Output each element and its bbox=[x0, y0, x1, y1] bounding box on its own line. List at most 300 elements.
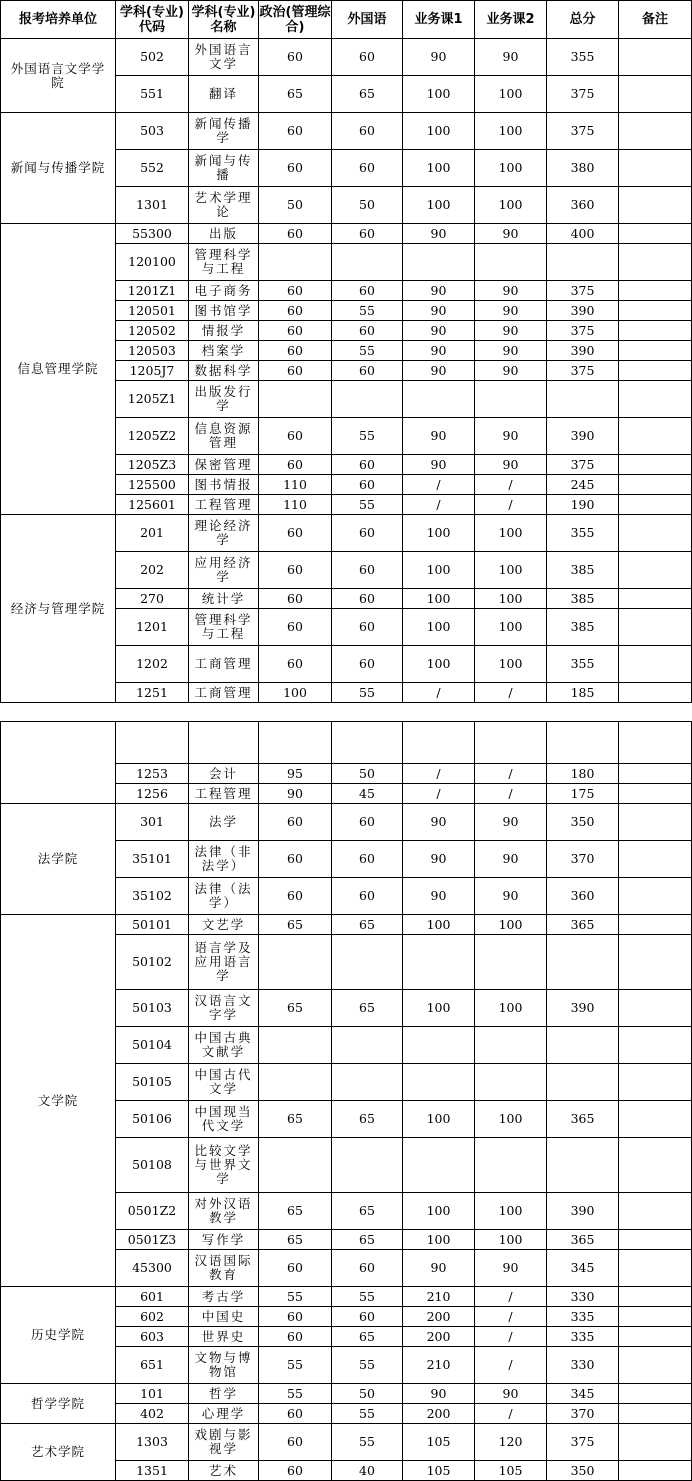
code-cell: 1202 bbox=[116, 646, 189, 683]
politics-cell: 55 bbox=[259, 1287, 332, 1307]
politics-cell: 65 bbox=[259, 990, 332, 1027]
code-cell: 201 bbox=[116, 515, 189, 552]
politics-cell: 60 bbox=[259, 281, 332, 301]
code-cell: 503 bbox=[116, 113, 189, 150]
note-cell bbox=[619, 1424, 692, 1461]
code-cell: 1303 bbox=[116, 1424, 189, 1461]
name-cell: 数据科学 bbox=[189, 361, 259, 381]
politics-cell: 60 bbox=[259, 589, 332, 609]
code-cell: 551 bbox=[116, 76, 189, 113]
language-cell: 40 bbox=[332, 1461, 403, 1481]
total-cell: 185 bbox=[547, 683, 619, 703]
table-row bbox=[1, 515, 692, 552]
politics-cell: 60 bbox=[259, 1327, 332, 1347]
total-cell: 390 bbox=[547, 418, 619, 455]
politics-cell: 60 bbox=[259, 321, 332, 341]
code-cell: 1301 bbox=[116, 187, 189, 224]
politics-cell: 60 bbox=[259, 455, 332, 475]
total-cell bbox=[547, 722, 619, 764]
name-cell: 工商管理 bbox=[189, 646, 259, 683]
code-cell: 1205Z1 bbox=[116, 381, 189, 418]
unit-cell bbox=[1, 722, 116, 804]
note-cell bbox=[619, 187, 692, 224]
name-cell: 对外汉语教学 bbox=[189, 1193, 259, 1230]
note-cell bbox=[619, 1027, 692, 1064]
course1-cell: / bbox=[403, 784, 475, 804]
note-cell bbox=[619, 878, 692, 915]
politics-cell bbox=[259, 244, 332, 281]
course1-cell: 90 bbox=[403, 361, 475, 381]
name-cell: 中国现当代文学 bbox=[189, 1101, 259, 1138]
language-cell: 55 bbox=[332, 495, 403, 515]
note-cell bbox=[619, 418, 692, 455]
language-cell: 55 bbox=[332, 683, 403, 703]
politics-cell: 65 bbox=[259, 1101, 332, 1138]
course2-cell bbox=[475, 1027, 547, 1064]
course1-cell: 100 bbox=[403, 150, 475, 187]
course1-cell: 90 bbox=[403, 39, 475, 76]
total-cell: 360 bbox=[547, 878, 619, 915]
course1-cell: 100 bbox=[403, 609, 475, 646]
course1-cell: 90 bbox=[403, 321, 475, 341]
politics-cell: 60 bbox=[259, 224, 332, 244]
name-cell: 戏剧与影视学 bbox=[189, 1424, 259, 1461]
course1-cell: 90 bbox=[403, 281, 475, 301]
politics-cell: 60 bbox=[259, 341, 332, 361]
politics-cell: 60 bbox=[259, 1404, 332, 1424]
unit-cell: 哲学学院 bbox=[1, 1384, 116, 1424]
name-cell: 电子商务 bbox=[189, 281, 259, 301]
code-cell: 602 bbox=[116, 1307, 189, 1327]
language-cell: 60 bbox=[332, 878, 403, 915]
course2-cell: 100 bbox=[475, 187, 547, 224]
code-cell: 0501Z2 bbox=[116, 1193, 189, 1230]
course1-cell: 90 bbox=[403, 878, 475, 915]
name-cell: 理论经济学 bbox=[189, 515, 259, 552]
total-cell: 390 bbox=[547, 301, 619, 321]
politics-cell: 60 bbox=[259, 609, 332, 646]
code-cell: 270 bbox=[116, 589, 189, 609]
name-cell: 出版 bbox=[189, 224, 259, 244]
code-cell: 1205Z2 bbox=[116, 418, 189, 455]
course2-cell bbox=[475, 722, 547, 764]
politics-cell bbox=[259, 1138, 332, 1193]
course2-cell: 90 bbox=[475, 301, 547, 321]
header-note: 备注 bbox=[619, 1, 692, 39]
course2-cell: 90 bbox=[475, 455, 547, 475]
course1-cell bbox=[403, 244, 475, 281]
note-cell bbox=[619, 301, 692, 321]
course2-cell bbox=[475, 244, 547, 281]
code-cell: 50103 bbox=[116, 990, 189, 1027]
note-cell bbox=[619, 915, 692, 935]
total-cell: 375 bbox=[547, 1424, 619, 1461]
spacer-cell bbox=[619, 703, 692, 722]
note-cell bbox=[619, 1327, 692, 1347]
course1-cell: 105 bbox=[403, 1424, 475, 1461]
course2-cell: 105 bbox=[475, 1461, 547, 1481]
name-cell: 世界史 bbox=[189, 1327, 259, 1347]
total-cell: 375 bbox=[547, 281, 619, 301]
language-cell: 50 bbox=[332, 764, 403, 784]
note-cell bbox=[619, 515, 692, 552]
note-cell bbox=[619, 1193, 692, 1230]
name-cell bbox=[189, 722, 259, 764]
course2-cell bbox=[475, 935, 547, 990]
total-cell: 375 bbox=[547, 455, 619, 475]
table-row bbox=[1, 804, 692, 841]
name-cell: 工程管理 bbox=[189, 784, 259, 804]
course2-cell: 100 bbox=[475, 1101, 547, 1138]
politics-cell: 65 bbox=[259, 1193, 332, 1230]
name-cell: 翻译 bbox=[189, 76, 259, 113]
politics-cell: 90 bbox=[259, 784, 332, 804]
course2-cell: 120 bbox=[475, 1424, 547, 1461]
note-cell bbox=[619, 1384, 692, 1404]
note-cell bbox=[619, 1461, 692, 1481]
total-cell bbox=[547, 935, 619, 990]
total-cell: 370 bbox=[547, 841, 619, 878]
code-cell: 1351 bbox=[116, 1461, 189, 1481]
course1-cell: 100 bbox=[403, 1193, 475, 1230]
total-cell: 330 bbox=[547, 1287, 619, 1307]
name-cell: 法学 bbox=[189, 804, 259, 841]
total-cell: 375 bbox=[547, 76, 619, 113]
language-cell: 50 bbox=[332, 1384, 403, 1404]
politics-cell: 60 bbox=[259, 418, 332, 455]
course1-cell: 105 bbox=[403, 1461, 475, 1481]
politics-cell: 60 bbox=[259, 301, 332, 321]
code-cell: 120503 bbox=[116, 341, 189, 361]
course2-cell: 90 bbox=[475, 1384, 547, 1404]
language-cell: 60 bbox=[332, 150, 403, 187]
total-cell: 365 bbox=[547, 915, 619, 935]
total-cell: 350 bbox=[547, 1461, 619, 1481]
name-cell: 新闻传播学 bbox=[189, 113, 259, 150]
name-cell: 艺术学理论 bbox=[189, 187, 259, 224]
name-cell: 工商管理 bbox=[189, 683, 259, 703]
name-cell: 新闻与传播 bbox=[189, 150, 259, 187]
spacer-cell bbox=[1, 703, 116, 722]
name-cell: 语言学及应用语言学 bbox=[189, 935, 259, 990]
name-cell: 会计 bbox=[189, 764, 259, 784]
table-row bbox=[1, 1287, 692, 1307]
code-cell: 402 bbox=[116, 1404, 189, 1424]
politics-cell bbox=[259, 722, 332, 764]
table-row bbox=[1, 915, 692, 935]
code-cell: 120100 bbox=[116, 244, 189, 281]
spacer-cell bbox=[547, 703, 619, 722]
code-cell: 603 bbox=[116, 1327, 189, 1347]
spacer-cell bbox=[403, 703, 475, 722]
language-cell: 60 bbox=[332, 515, 403, 552]
language-cell: 50 bbox=[332, 187, 403, 224]
course2-cell: 90 bbox=[475, 341, 547, 361]
table-row bbox=[1, 1424, 692, 1461]
code-cell: 651 bbox=[116, 1347, 189, 1384]
course1-cell: 90 bbox=[403, 1250, 475, 1287]
course1-cell: 100 bbox=[403, 1230, 475, 1250]
language-cell: 65 bbox=[332, 1193, 403, 1230]
language-cell: 60 bbox=[332, 841, 403, 878]
code-cell: 0501Z3 bbox=[116, 1230, 189, 1250]
course1-cell: / bbox=[403, 475, 475, 495]
language-cell: 60 bbox=[332, 1250, 403, 1287]
politics-cell: 60 bbox=[259, 1424, 332, 1461]
course2-cell: 90 bbox=[475, 804, 547, 841]
course2-cell: 100 bbox=[475, 150, 547, 187]
total-cell: 180 bbox=[547, 764, 619, 784]
note-cell bbox=[619, 646, 692, 683]
total-cell: 190 bbox=[547, 495, 619, 515]
name-cell: 工程管理 bbox=[189, 495, 259, 515]
language-cell bbox=[332, 244, 403, 281]
name-cell: 汉语言文字学 bbox=[189, 990, 259, 1027]
code-cell: 125601 bbox=[116, 495, 189, 515]
unit-cell: 历史学院 bbox=[1, 1287, 116, 1384]
language-cell: 60 bbox=[332, 589, 403, 609]
course2-cell: / bbox=[475, 764, 547, 784]
course2-cell: / bbox=[475, 784, 547, 804]
total-cell: 335 bbox=[547, 1327, 619, 1347]
total-cell: 400 bbox=[547, 224, 619, 244]
total-cell: 350 bbox=[547, 804, 619, 841]
name-cell: 汉语国际教育 bbox=[189, 1250, 259, 1287]
politics-cell bbox=[259, 381, 332, 418]
course1-cell: 100 bbox=[403, 515, 475, 552]
politics-cell: 100 bbox=[259, 683, 332, 703]
note-cell bbox=[619, 990, 692, 1027]
course2-cell: 90 bbox=[475, 361, 547, 381]
note-cell bbox=[619, 1307, 692, 1327]
header-code: 学科(专业)代码 bbox=[116, 1, 189, 39]
note-cell bbox=[619, 341, 692, 361]
total-cell: 355 bbox=[547, 39, 619, 76]
course2-cell: 100 bbox=[475, 515, 547, 552]
politics-cell: 60 bbox=[259, 150, 332, 187]
code-cell: 1205Z3 bbox=[116, 455, 189, 475]
course2-cell: 100 bbox=[475, 113, 547, 150]
name-cell: 中国古典文献学 bbox=[189, 1027, 259, 1064]
name-cell: 统计学 bbox=[189, 589, 259, 609]
note-cell bbox=[619, 784, 692, 804]
table-row bbox=[1, 39, 692, 76]
course2-cell: 100 bbox=[475, 1230, 547, 1250]
name-cell: 考古学 bbox=[189, 1287, 259, 1307]
total-cell: 385 bbox=[547, 609, 619, 646]
course2-cell: / bbox=[475, 683, 547, 703]
code-cell: 50104 bbox=[116, 1027, 189, 1064]
course1-cell: 100 bbox=[403, 113, 475, 150]
note-cell bbox=[619, 804, 692, 841]
code-cell: 1201 bbox=[116, 609, 189, 646]
language-cell bbox=[332, 1064, 403, 1101]
note-cell bbox=[619, 1230, 692, 1250]
course1-cell bbox=[403, 1027, 475, 1064]
note-cell bbox=[619, 381, 692, 418]
language-cell: 60 bbox=[332, 224, 403, 244]
total-cell: 365 bbox=[547, 1230, 619, 1250]
language-cell: 65 bbox=[332, 1101, 403, 1138]
politics-cell: 60 bbox=[259, 1250, 332, 1287]
name-cell: 中国古代文学 bbox=[189, 1064, 259, 1101]
course1-cell: 100 bbox=[403, 990, 475, 1027]
total-cell: 385 bbox=[547, 552, 619, 589]
language-cell: 65 bbox=[332, 990, 403, 1027]
note-cell bbox=[619, 589, 692, 609]
code-cell: 1253 bbox=[116, 764, 189, 784]
name-cell: 情报学 bbox=[189, 321, 259, 341]
name-cell: 艺术 bbox=[189, 1461, 259, 1481]
politics-cell: 65 bbox=[259, 76, 332, 113]
language-cell: 55 bbox=[332, 1287, 403, 1307]
politics-cell bbox=[259, 1027, 332, 1064]
table-row bbox=[1, 224, 692, 244]
note-cell bbox=[619, 683, 692, 703]
language-cell: 55 bbox=[332, 1424, 403, 1461]
spacer-cell bbox=[259, 703, 332, 722]
name-cell: 管理科学与工程 bbox=[189, 609, 259, 646]
course1-cell: 90 bbox=[403, 804, 475, 841]
code-cell: 125500 bbox=[116, 475, 189, 495]
politics-cell: 60 bbox=[259, 515, 332, 552]
course2-cell: 90 bbox=[475, 321, 547, 341]
name-cell: 管理科学与工程 bbox=[189, 244, 259, 281]
course2-cell: 100 bbox=[475, 990, 547, 1027]
course2-cell: 90 bbox=[475, 841, 547, 878]
header-unit: 报考培养单位 bbox=[1, 1, 116, 39]
course1-cell: 90 bbox=[403, 841, 475, 878]
course2-cell: / bbox=[475, 1404, 547, 1424]
code-cell: 202 bbox=[116, 552, 189, 589]
course1-cell: 210 bbox=[403, 1347, 475, 1384]
politics-cell: 110 bbox=[259, 495, 332, 515]
code-cell: 120502 bbox=[116, 321, 189, 341]
code-cell: 50101 bbox=[116, 915, 189, 935]
politics-cell: 60 bbox=[259, 552, 332, 589]
note-cell bbox=[619, 552, 692, 589]
politics-cell bbox=[259, 935, 332, 990]
total-cell: 355 bbox=[547, 646, 619, 683]
note-cell bbox=[619, 1347, 692, 1384]
course1-cell bbox=[403, 1138, 475, 1193]
name-cell: 文艺学 bbox=[189, 915, 259, 935]
table-body bbox=[1, 39, 692, 1481]
course2-cell: 100 bbox=[475, 646, 547, 683]
politics-cell: 65 bbox=[259, 915, 332, 935]
politics-cell: 60 bbox=[259, 39, 332, 76]
code-cell: 1256 bbox=[116, 784, 189, 804]
course2-cell: 90 bbox=[475, 224, 547, 244]
language-cell: 60 bbox=[332, 321, 403, 341]
name-cell: 图书情报 bbox=[189, 475, 259, 495]
course2-cell: 100 bbox=[475, 552, 547, 589]
language-cell: 60 bbox=[332, 281, 403, 301]
course2-cell: 100 bbox=[475, 76, 547, 113]
course2-cell: / bbox=[475, 1287, 547, 1307]
total-cell: 355 bbox=[547, 515, 619, 552]
course1-cell: 100 bbox=[403, 187, 475, 224]
code-cell: 1251 bbox=[116, 683, 189, 703]
language-cell bbox=[332, 1027, 403, 1064]
note-cell bbox=[619, 321, 692, 341]
course2-cell: / bbox=[475, 1327, 547, 1347]
table-row bbox=[1, 1384, 692, 1404]
course2-cell: 100 bbox=[475, 589, 547, 609]
name-cell: 法律（非法学） bbox=[189, 841, 259, 878]
language-cell bbox=[332, 722, 403, 764]
language-cell: 60 bbox=[332, 455, 403, 475]
total-cell bbox=[547, 381, 619, 418]
name-cell: 保密管理 bbox=[189, 455, 259, 475]
code-cell: 120501 bbox=[116, 301, 189, 321]
total-cell: 385 bbox=[547, 589, 619, 609]
politics-cell: 60 bbox=[259, 878, 332, 915]
course1-cell: 90 bbox=[403, 1384, 475, 1404]
language-cell: 60 bbox=[332, 646, 403, 683]
spacer-cell bbox=[332, 703, 403, 722]
course1-cell bbox=[403, 722, 475, 764]
note-cell bbox=[619, 609, 692, 646]
table-row bbox=[1, 722, 692, 764]
politics-cell: 60 bbox=[259, 804, 332, 841]
course1-cell: 210 bbox=[403, 1287, 475, 1307]
course2-cell bbox=[475, 1064, 547, 1101]
language-cell: 60 bbox=[332, 113, 403, 150]
course1-cell: 200 bbox=[403, 1404, 475, 1424]
language-cell: 60 bbox=[332, 1307, 403, 1327]
unit-cell: 外国语言文学学院 bbox=[1, 39, 116, 113]
header-row bbox=[1, 1, 692, 39]
note-cell bbox=[619, 1138, 692, 1193]
language-cell: 65 bbox=[332, 1327, 403, 1347]
code-cell: 101 bbox=[116, 1384, 189, 1404]
language-cell: 65 bbox=[332, 915, 403, 935]
course1-cell: 100 bbox=[403, 646, 475, 683]
language-cell: 55 bbox=[332, 1404, 403, 1424]
name-cell: 比较文学与世界文学 bbox=[189, 1138, 259, 1193]
header-course2: 业务课2 bbox=[475, 1, 547, 39]
politics-cell: 65 bbox=[259, 1230, 332, 1250]
course1-cell: 200 bbox=[403, 1327, 475, 1347]
note-cell bbox=[619, 244, 692, 281]
course2-cell: 90 bbox=[475, 1250, 547, 1287]
unit-cell: 法学院 bbox=[1, 804, 116, 915]
course1-cell: 100 bbox=[403, 1101, 475, 1138]
course1-cell: / bbox=[403, 683, 475, 703]
note-cell bbox=[619, 224, 692, 244]
politics-cell: 110 bbox=[259, 475, 332, 495]
code-cell: 301 bbox=[116, 804, 189, 841]
code-cell: 552 bbox=[116, 150, 189, 187]
total-cell: 360 bbox=[547, 187, 619, 224]
spacer-cell bbox=[475, 703, 547, 722]
language-cell: 55 bbox=[332, 1347, 403, 1384]
name-cell: 应用经济学 bbox=[189, 552, 259, 589]
total-cell bbox=[547, 244, 619, 281]
note-cell bbox=[619, 39, 692, 76]
language-cell: 55 bbox=[332, 341, 403, 361]
code-cell: 50105 bbox=[116, 1064, 189, 1101]
unit-cell: 新闻与传播学院 bbox=[1, 113, 116, 224]
total-cell: 390 bbox=[547, 1193, 619, 1230]
name-cell: 文物与博物馆 bbox=[189, 1347, 259, 1384]
unit-cell: 经济与管理学院 bbox=[1, 515, 116, 703]
course2-cell: 100 bbox=[475, 915, 547, 935]
politics-cell bbox=[259, 1064, 332, 1101]
spacer-row bbox=[1, 703, 692, 722]
unit-cell: 文学院 bbox=[1, 915, 116, 1287]
